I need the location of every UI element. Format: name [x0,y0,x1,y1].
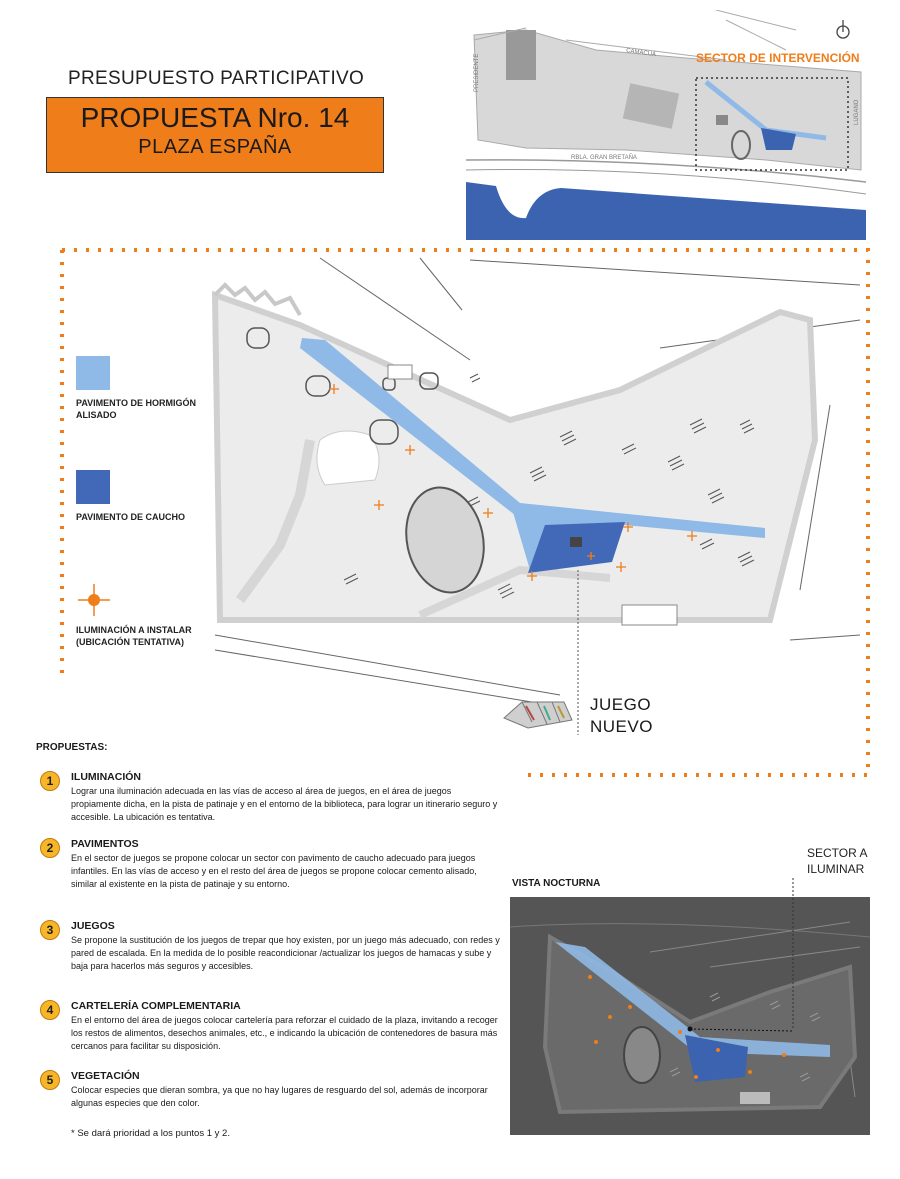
title-box [46,97,384,173]
proposal-body: Lograr una iluminación adecuada en las vías de acceso al área de juegos, en el área de juegos propiamente dicha, en la pista de patinaje y en el entorno de la biblioteca, para lograr un itinerario seguro y accesible. La ubicación es tentativa. [71,786,498,822]
building [506,30,536,80]
page-title: PROPUESTA Nro. 14 [80,102,350,133]
legend-label: ILUMINACIÓN A INSTALAR (UBICACIÓN TENTATIVA) [76,625,192,647]
proposal-title: JUEGOS [71,920,115,932]
proposal-number: 4 [40,1000,60,1020]
footnote: * Se dará prioridad a los puntos 1 y 2. [71,1128,230,1139]
new-game-label: JUEGO NUEVO [590,695,653,736]
proposal-body: Se propone la sustitución de los juegos de trepar que hoy existen, por un juego más adecuado, con redes y pared de escalada. En la medida de lo posible reacondicionar /actualizar los juegos de hamacas y sube y baja para hacerlos más seguros y accesibles. [71,935,500,971]
night-view-label: VISTA NOCTURNA [512,878,601,889]
legend-label: PAVIMENTO DE CAUCHO [76,512,186,522]
proposal-number: 2 [40,838,60,858]
sector-label: SECTOR DE INTERVENCIÓN [696,51,860,65]
subtitle: PRESUPUESTO PARTICIPATIVO [68,68,365,89]
legend-label: PAVIMENTO DE HORMIGÓN ALISADO [76,398,197,420]
street-label: RBLA. GRAN BRETAÑA [571,155,637,161]
main-map [0,240,900,780]
night-view-map [510,897,870,1135]
legend-swatch-concrete [76,356,110,390]
sector-to-light-label: SECTOR A ILUMINAR [807,846,867,876]
place-name: PLAZA ESPAÑA [138,136,292,158]
proposal-number: 3 [40,920,60,940]
proposal-body: Colocar especies que dieran sombra, ya que no hay lugares de resguardo del sol, además de incorporar algunas especies que den color. [71,1085,488,1108]
street-label: PRESIDENTE [474,53,480,92]
callout-line [788,878,798,1030]
street-label: CAMACUÁ [625,48,657,59]
proposal-number: 5 [40,1070,60,1090]
proposal-title: ILUMINACIÓN [71,771,141,783]
street-label: LUGANO [854,99,860,125]
proposal-body: En el sector de juegos se propone colocar un sector con pavimento de caucho adecuado para juegos infantiles. En las vías de acceso y en el resto del área de juegos se propone colocar cemento alisado, similar al existente en la pista de patinaje y su entorno. [71,853,477,889]
light-icon [78,584,110,616]
proposal-title: PAVIMENTOS [71,838,139,850]
proposal-number: 1 [40,771,60,791]
building [622,605,677,625]
proposals-heading: PROPUESTAS: [36,742,108,753]
proposal-title: VEGETACIÓN [71,1070,140,1082]
location-map [466,10,866,240]
library [317,431,379,485]
proposal-body: En el entorno del área de juegos colocar cartelería para reforzar el cuidado de la plaza, invitando a recoger los restos de alimentos, desechos animales, etc., e indicando la ubicación de contenedores de basura más cercanos para facilitar su disposición. [71,1015,498,1051]
new-game-illustration [504,702,572,728]
legend-swatch-rubber [76,470,110,504]
proposal-title: CARTELERÍA COMPLEMENTARIA [71,1000,241,1012]
